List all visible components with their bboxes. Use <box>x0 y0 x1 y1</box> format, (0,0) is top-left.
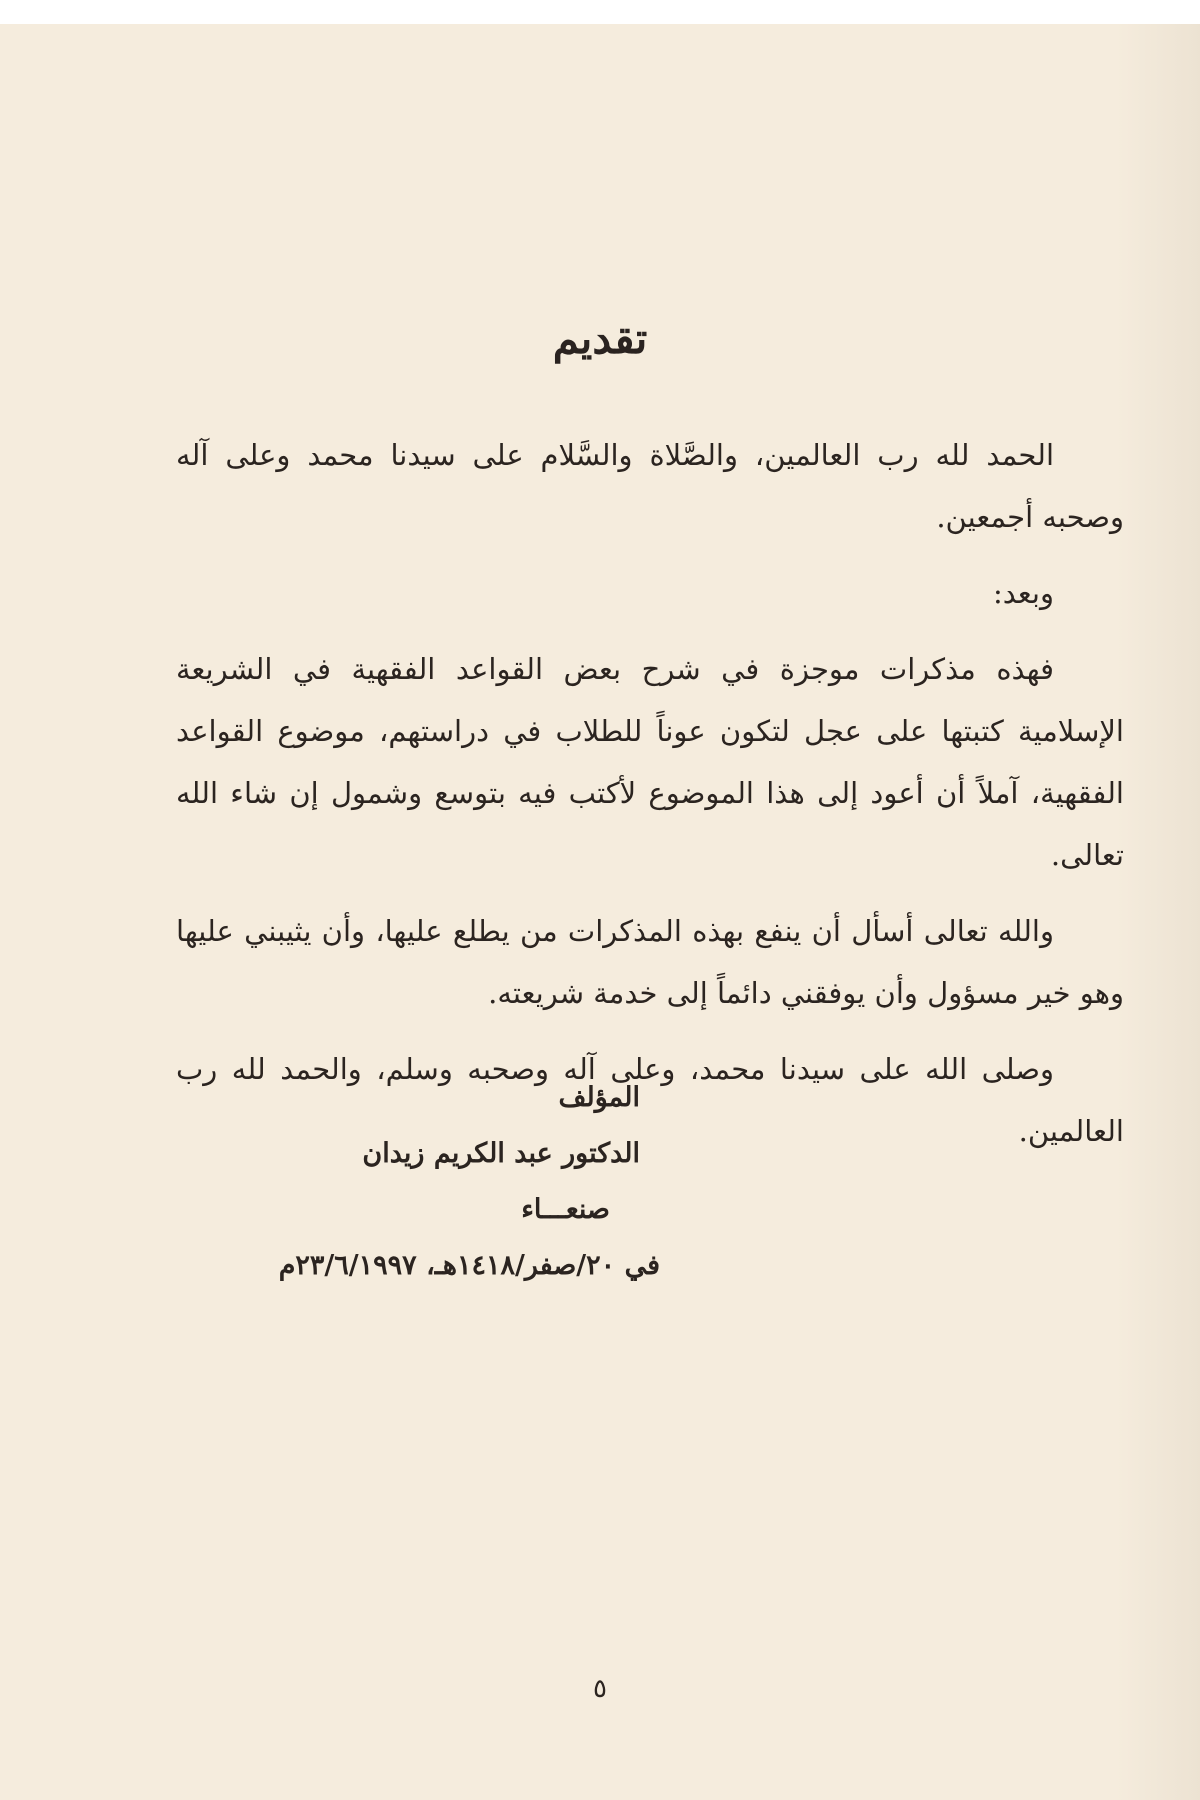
paragraph-opening: الحمد لله رب العالمين، والصَّلاة والسَّلام على سيدنا محمد وعلى آله وصحبه أجمعين. <box>176 438 1124 534</box>
paragraph-transition: وبعد: <box>992 576 1054 610</box>
signature-name: الدكتور عبد الكريم زيدان <box>362 1138 640 1169</box>
paragraph-purpose: فهذه مذكرات موجزة في شرح بعض القواعد الفقهية في الشريعة الإسلامية كتبتها على عجل لتكون عوناً للطلاب في دراستهم، موضوع القواعد الفقهية، آملاً أن أعود إلى هذا الموضوع لأكتب فيه بتوسع وشمول إن شاء الله تعالى. <box>176 652 1124 872</box>
signature-role: المؤلف <box>558 1082 640 1113</box>
preface-body <box>176 424 1124 1176</box>
signature-date: في ٢٠/صفر/١٤١٨هـ، ٢٣/٦/١٩٩٧م <box>278 1250 660 1281</box>
signature-place: صنعـــاء <box>521 1194 610 1225</box>
paragraph-prayer: والله تعالى أسأل أن ينفع بهذه المذكرات من يطلع عليها، وأن يثيبني عليها وهو خير مسؤول وأن يوفقني دائماً إلى خدمة شريعته. <box>176 914 1124 1010</box>
paragraph-closing: وصلى الله على سيدنا محمد، وعلى آله وصحبه وسلم، والحمد لله رب العالمين. <box>176 1052 1124 1148</box>
page-number: ٥ <box>593 1674 607 1704</box>
book-page <box>0 24 1200 1800</box>
page-title: تقديم <box>552 314 648 363</box>
